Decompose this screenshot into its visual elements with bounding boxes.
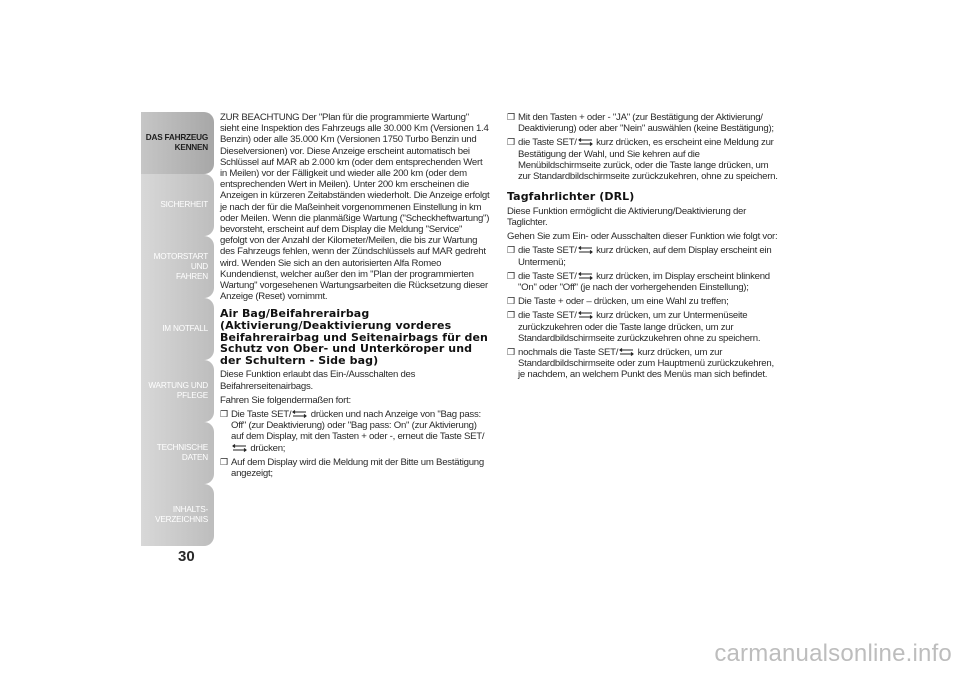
chapter-sidebar [141, 112, 214, 548]
tab-technische-daten[interactable] [141, 422, 214, 484]
set-button-icon [619, 348, 634, 356]
tab-das-fahrzeug-kennen[interactable] [141, 112, 214, 174]
list-text: kurz drücken, auf dem Display erscheint ein Untermenü; [518, 245, 772, 268]
set-button-icon [578, 311, 593, 319]
list-text: drücken und nach Anzeige von "Bag pass: Off" (zur Deaktivierung) oder "Bag pass: On" (zur Aktivierung) auf dem Display, mit den Tasten + oder -, erneut die Taste SET/ [231, 409, 485, 443]
list-item [507, 245, 779, 267]
list-text: Auf dem Display wird die Meldung mit der Bitte um Bestätigung angezeigt; [231, 456, 484, 480]
tab-sicherheit[interactable] [141, 174, 214, 236]
tab-label: SICHERHEIT [160, 200, 208, 209]
paragraph: Fahren Sie folgendermaßen fort: [220, 394, 351, 406]
bullet-icon: ❒ [507, 296, 515, 307]
list-text: nochmals die Taste SET/ [518, 347, 619, 359]
watermark: carmanualsonline.info [714, 640, 952, 667]
tab-label: INHALTS- VERZEICHNIS [155, 505, 208, 524]
list-item [507, 310, 779, 344]
note-paragraph: ZUR BEACHTUNG Der "Plan für die programmierte Wartung" sieht eine Inspektion des Fahrzeugs alle 30.000 Km (Versionen 1.4 Benzin) oder alle 35.000 Km (Versionen 1750 Turbo Benzin und Dieselversionen) vor. Diese Anzeige erscheint automatisch bei Schlüssel auf MAR ab 2.000 km (oder dem entsprechenden Wert in Meilen) vor der Fälligkeit und wieder alle 200 km (oder dem entsprechenden Wert in Meilen). Unter 200 km erscheinen die Anzeigen in kürzeren Zeitabständen wiederholt. Die Anzeige erfolgt je nach der für die Maßeinheit vorgenommenen Einstellung in km oder Meilen. Wenn die planmäßige Wartung ("Scheckheftwartung") bevorsteht, erscheint auf dem Display die Meldung "Service" gefolgt von der Anzahl der Kilometer/Meilen, die bis zur Wartung des Fahrzeugs fehlen, wenn der Zündschlüssels auf MAR gedreht wird. Wenden Sie sich an den autorisierten Alfa Romeo Kundendienst, welcher außer den im "Plan der programmierten Wartung" vorgesehenen Wartungsarbeiten die Rücksetzung dieser Anzeige (Reset) vornimmt. [220, 112, 490, 303]
list-text: kurz drücken, es erscheint eine Meldung zur Bestätigung der Wahl, und Sie kehren auf die Menübildschirmseite zurück, oder die Taste lange drücken, um zur Standardbildschirmseite zurückzukehren, ohne zu speichern. [518, 137, 778, 183]
list-text: die Taste SET/ [518, 137, 577, 149]
list-text: kurz drücken, um zur Untermenüseite zurückzukehren oder die Taste lange drücken, um zur Standardbildschirmseite zurückzukehren ohne zu speichern. [518, 310, 761, 344]
right-column [507, 112, 779, 384]
tab-wartung-und-pflege[interactable] [141, 360, 214, 422]
set-button-icon [578, 246, 593, 254]
section-heading-airbag: Air Bag/Beifahrerairbag (Aktivierung/Deaktivierung vorderes Beifahrerairbag und Seitenairbags für den Schutz von Ober- und Unterköroper und der Schultern - Side bag) [220, 307, 488, 367]
list-item [507, 112, 779, 134]
tab-label: DAS FAHRZEUG KENNEN [145, 133, 208, 152]
list-text: drücken; [248, 442, 286, 454]
bullet-icon: ❒ [507, 245, 515, 256]
list-text: kurz drücken, im Display erscheint blinkend "On" oder "Off" (je nach der vorhergehenden Einstellung); [518, 270, 770, 294]
list-item [507, 271, 779, 293]
list-text: Die Taste SET/ [231, 409, 292, 421]
list-item [220, 409, 490, 454]
paragraph: Diese Funktion erlaubt das Ein-/Ausschalten des Beifahrerseitenairbags. [220, 369, 416, 392]
list-text: Mit den Tasten + oder - "JA" (zur Bestätigung der Aktivierung/ Deaktivierung) oder aber "Nein" auswählen (keine Bestätigung); [518, 112, 774, 135]
bullet-icon: ❒ [507, 347, 515, 358]
list-text: die Taste SET/ [518, 270, 577, 282]
bullet-icon: ❒ [507, 270, 515, 281]
list-text: die Taste SET/ [518, 310, 577, 322]
list-item [507, 296, 779, 307]
paragraph: Diese Funktion ermöglicht die Aktivierung/Deaktivierung der Taglichter. [507, 205, 747, 229]
bullet-icon: ❒ [507, 137, 515, 148]
tab-label: IM NOTFALL [162, 324, 208, 333]
paragraph: Gehen Sie zum Ein- oder Ausschalten dieser Funktion wie folgt vor: [507, 231, 778, 243]
tab-label: WARTUNG UND PFLEGE [148, 381, 208, 400]
bullet-icon: ❒ [220, 456, 228, 467]
section-heading-drl: Tagfahrlichter (DRL) [507, 190, 635, 204]
list-text: kurz drücken, um zur Standardbildschirmseite oder zum Hauptmenü zurückzukehren, je nachdem, an welchem Punkt des Menüs man sich befindet. [518, 347, 774, 381]
page-number: 30 [178, 548, 195, 565]
set-button-icon [232, 444, 247, 452]
tab-motorstart-und-fahren[interactable] [141, 236, 214, 298]
set-button-icon [292, 410, 307, 418]
list-text: die Taste SET/ [518, 245, 577, 257]
bullet-icon: ❒ [507, 310, 515, 321]
list-item [507, 347, 779, 381]
set-button-icon [578, 272, 593, 280]
tab-inhaltsverzeichnis[interactable] [141, 484, 214, 546]
set-button-icon [578, 138, 593, 146]
tab-label: TECHNISCHE DATEN [156, 443, 208, 462]
bullet-icon: ❒ [507, 112, 515, 122]
bullet-icon: ❒ [220, 409, 228, 420]
list-item [220, 457, 490, 479]
left-column [220, 112, 490, 482]
list-text: Die Taste + oder – drücken, um eine Wahl zu treffen; [518, 296, 729, 308]
tab-im-notfall[interactable] [141, 298, 214, 360]
tab-label: MOTORSTART UND FAHREN [153, 252, 208, 281]
list-item [507, 137, 779, 182]
